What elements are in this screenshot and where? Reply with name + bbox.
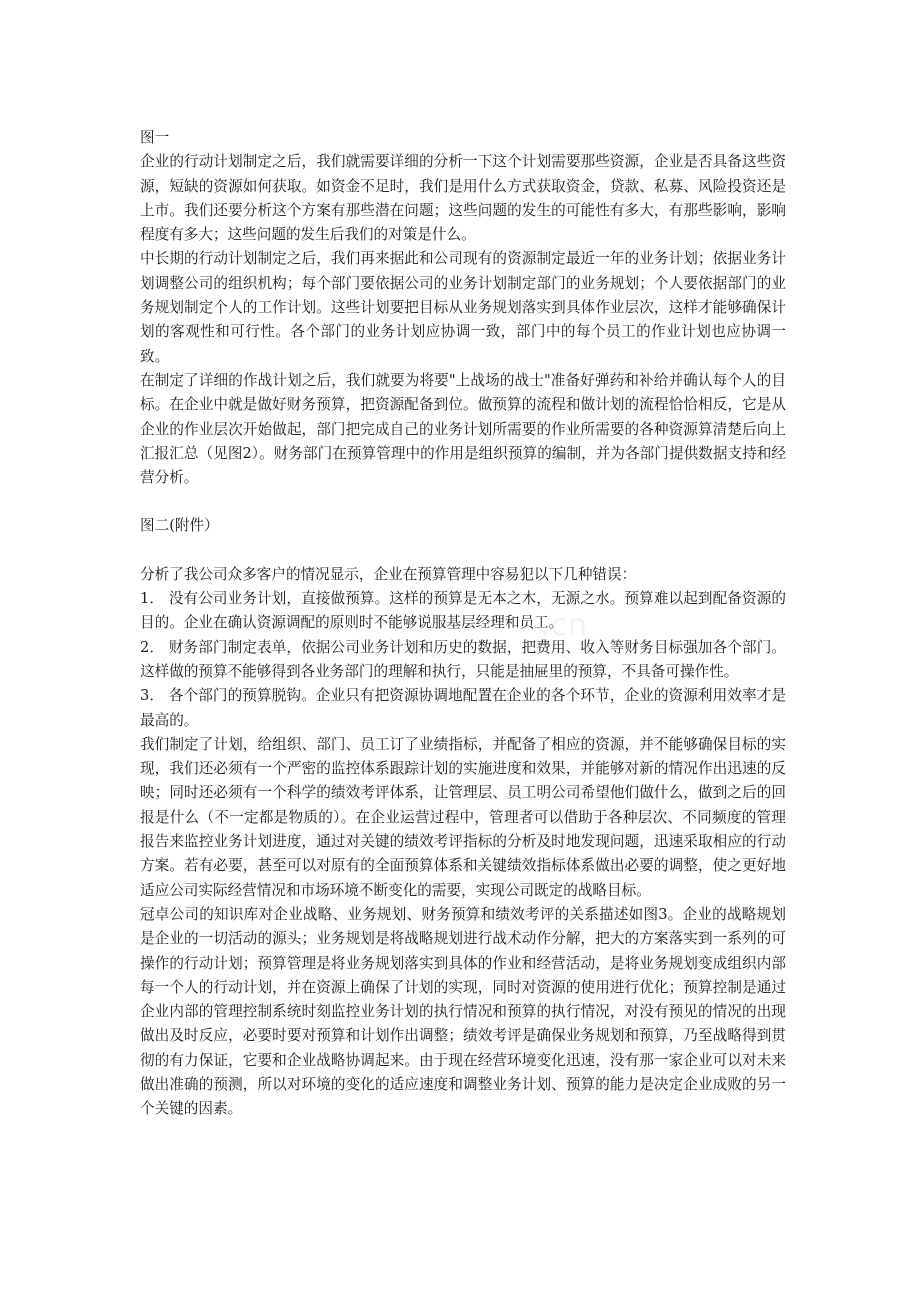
list-item-error-3: 3． 各个部门的预算脱钩。企业只有把资源协调地配置在企业的各个环节，企业的资源利用效率才是最高的。: [140, 687, 786, 729]
watermark: .cn: [540, 608, 589, 643]
document-body: [140, 126, 786, 1122]
figure-2-heading: 图二(附件）: [140, 517, 219, 535]
paragraph-business-plan: 中长期的行动计划制定之后，我们再来据此和公司现有的资源制定最近一年的业务计划；依据业务计划调整公司的组织机构；每个部门要依据公司的业务计划制定部门的业务规划；个人要依据部门的业务规划制定个人的工作计划。这些计划要把目标从业务规划落实到具体作业层次，这样才能够确保计划的客观性和可行性。各个部门的业务计划应协调一致，部门中的每个员工的作业计划也应协调一致。: [140, 250, 786, 365]
spacer: [140, 539, 786, 563]
paragraph-strategy-relations: 冠卓公司的知识库对企业战略、业务规划、财务预算和绩效考评的关系描述如图3。企业的战略规划是企业的一切活动的源头；业务规划是将战略规划进行战术动作分解，把大的方案落实到一系列的可操作的行动计划；预算管理是将业务规划落实到具体的作业和经营活动，是将业务规划变成组织内部每一个人的行动计划，并在资源上确保了计划的实现，同时对资源的使用进行优化；预算控制是通过企业内部的管理控制系统时刻监控业务计划的执行情况和预算的执行情况，对没有预见的情况的出现做出及时反应，必要时要对预算和计划作出调整；绩效考评是确保业务规划和预算，乃至战略得到贯彻的有力保证，它要和企业战略协调起来。由于现在经营环境变化迅速，没有那一家企业可以对未来做出准确的预测，所以对环境的变化的适应速度和调整业务计划、预算的能力是决定企业成败的另一个关键的因素。: [140, 905, 786, 1118]
paragraph-common-errors-intro: 分析了我公司众多客户的情况显示，企业在预算管理中容易犯以下几种错误：: [140, 565, 637, 583]
paragraph-resource-analysis: 企业的行动计划制定之后，我们就需要详细的分析一下这个计划需要那些资源，企业是否具备这些资源，短缺的资源如何获取。如资金不足时，我们是用什么方式获取资金，贷款、私募、风险投资还是上市。我们还要分析这个方案有那些潜在问题；这些问题的发生的可能性有多大，有那些影响，影响程度有多大；这些问题的发生后我们的对策是什么。: [140, 153, 786, 244]
paragraph-monitoring: 我们制定了计划，给组织、部门、员工订了业绩指标，并配备了相应的资源，并不能够确保目标的实现，我们还必须有一个严密的监控体系跟踪计划的实施进度和效果，并能够对新的情况作出迅速的反映；同时还必须有一个科学的绩效考评体系，让管理层、员工明公司希望他们做什么，做到之后的回报是什么（不一定都是物质的）。在企业运营过程中，管理者可以借助于各种层次、不同频度的管理报告来监控业务计划进度，通过对关键的绩效考评指标的分析及时地发现问题，迅速采取相应的行动方案。若有必要，甚至可以对原有的全面预算体系和关键绩效指标体系做出必要的调整，使之更好地适应公司实际经营情况和市场环境不断变化的需要，实现公司既定的战略目标。: [140, 735, 786, 899]
list-item-error-1: 1． 没有公司业务计划，直接做预算。这样的预算是无本之木，无源之水。预算难以起到配备资源的目的。企业在确认资源调配的原则时不能够说服基层经理和员工。: [140, 590, 786, 632]
paragraph-budget-process: 在制定了详细的作战计划之后，我们就要为将要"上战场的战士"准备好弹药和补给并确认每个人的目标。在企业中就是做好财务预算，把资源配备到位。做预算的流程和做计划的流程恰恰相反，它是从企业的作业层次开始做起，部门把完成自己的业务计划所需要的作业所需要的各种资源算清楚后向上汇报汇总（见图2）。财务部门在预算管理中的作用是组织预算的编制，并为各部门提供数据支持和经营分析。: [140, 371, 786, 487]
spacer: [140, 490, 786, 514]
figure-1-heading: 图一: [140, 129, 170, 146]
list-item-error-2: 2． 财务部门制定表单，依据公司业务计划和历史的数据，把费用、收入等财务目标强加各个部门。这样做的预算不能够得到各业务部门的理解和执行，只能是抽屉里的预算，不具备可操作性。: [140, 638, 786, 680]
